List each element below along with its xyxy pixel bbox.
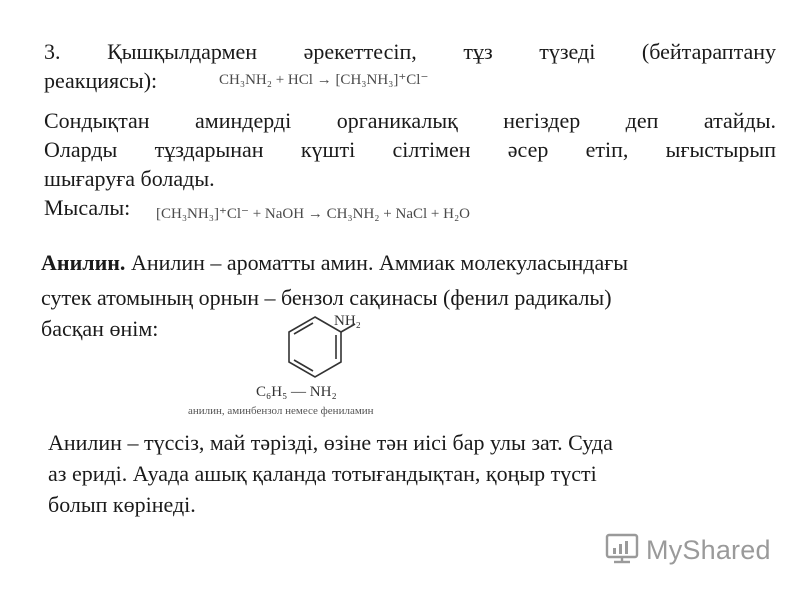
aniline-paragraph-line-3: басқан өнім: (41, 316, 159, 341)
equation-2-products: CH₃NH₂ + NaCl + H₂O (326, 206, 471, 222)
arrow-icon: → (316, 72, 332, 88)
aniline-paragraph-line-2: сутек атомының орнын – бензол сақинасы (фенил радикалы) (41, 285, 612, 310)
equation-neutralization (219, 70, 428, 89)
paragraph-2-line-1: Сондықтан аминдерді органикалық негіздер деп атайды. (44, 108, 776, 133)
arrow-icon: → (307, 206, 323, 222)
paragraph-4-line-2: аз ериді. Ауада ашық қаланда тотығандықтан, қоңыр түсті (48, 461, 597, 486)
paragraph-1-line-1: 3. Қышқылдармен әрекеттесіп, тұз түзеді (бейтараптану (44, 39, 776, 64)
paragraph-1-line-2: реакциясы): (44, 68, 158, 93)
paragraph-2-line-3: шығаруға болады. (44, 166, 215, 191)
presentation-board-icon (604, 532, 642, 568)
equation-2-reactants: [CH₃NH₃]⁺Cl⁻ + NaOH (156, 206, 305, 222)
paragraph-2-line-2: Оларды тұздарынан күшті сілтімен әсер етіп, ығыстырып (44, 137, 776, 162)
aniline-caption: анилин, аминбензол немесе фениламин (188, 405, 374, 417)
paragraph-4-line-1: Анилин – түссіз, май тәрізді, өзіне тән иісі бар улы зат. Суда (48, 430, 613, 455)
logo-text: MyShared (646, 534, 771, 565)
aniline-paragraph-line-1 (41, 248, 628, 277)
aniline-intro: Анилин – ароматты амин. Аммиак молекуласындағы (125, 250, 629, 275)
amino-group-label: NH₂ (334, 313, 361, 329)
myshared-logo[interactable] (604, 532, 771, 568)
equation-1-product: [CH₃NH₃]⁺Cl⁻ (335, 72, 429, 88)
aniline-formula: C₆H₅ — NH₂ (256, 384, 337, 400)
example-label: Мысалы: (44, 195, 131, 220)
aniline-heading: Анилин. (41, 250, 126, 275)
paragraph-4-line-3: болып көрінеді. (48, 492, 196, 517)
equation-example (156, 204, 470, 223)
equation-1-reactants: CH₃NH₂ + HCl (219, 72, 313, 88)
